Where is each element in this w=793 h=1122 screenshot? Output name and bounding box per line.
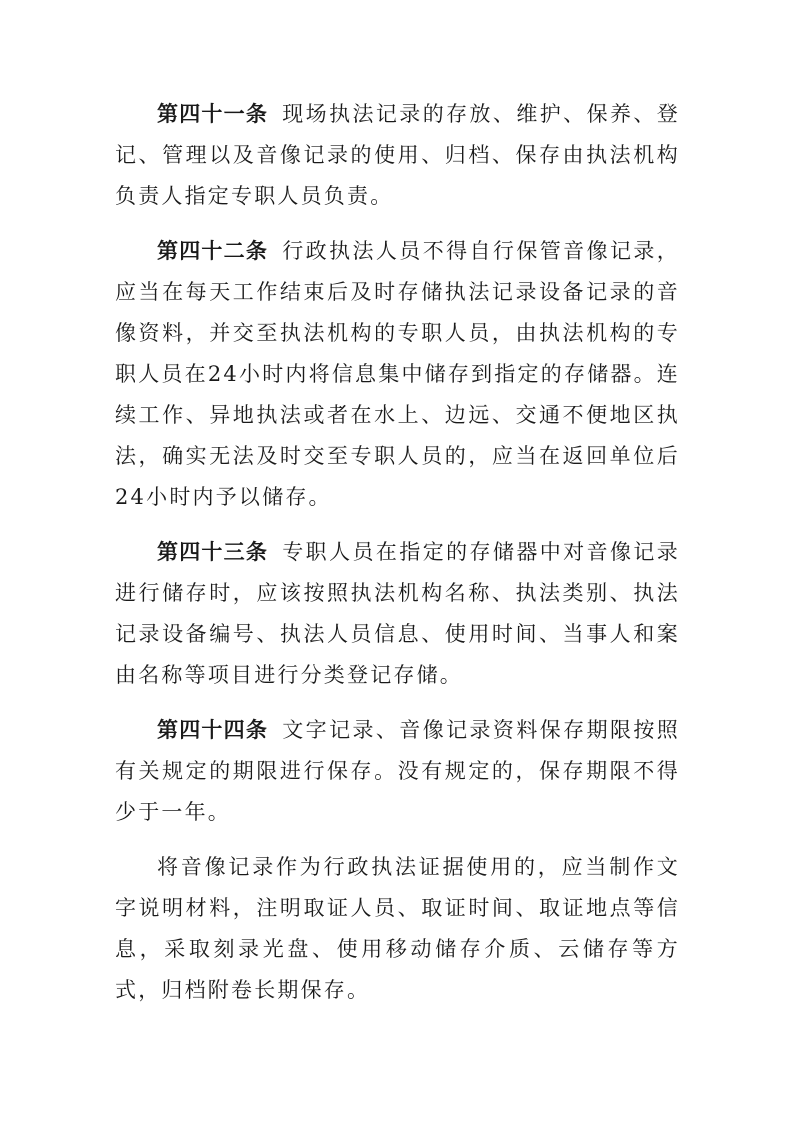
article-44-continuation: 将音像记录作为行政执法证据使用的，应当制作文字说明材料，注明取证人员、取证时间、取证地点等信息，采取刻录光盘、使用移动储存介质、云储存等方式，归档附卷长期保存。 bbox=[115, 855, 680, 1002]
document-page bbox=[115, 94, 680, 1025]
article-number: 第四十四条 bbox=[157, 718, 269, 742]
article-number: 第四十二条 bbox=[157, 239, 269, 263]
article-text: 现场执法记录的存放、维护、保养、登记、管理以及音像记录的使用、归档、保存由执法机构负责人指定专职人员负责。 bbox=[115, 102, 680, 208]
article-text: 文字记录、音像记录资料保存期限按照有关规定的期限进行保存。没有规定的，保存期限不得少于一年。 bbox=[115, 718, 680, 824]
article-43 bbox=[115, 532, 680, 696]
article-number: 第四十一条 bbox=[157, 102, 269, 126]
article-text: 行政执法人员不得自行保管音像记录，应当在每天工作结束后及时存储执法记录设备记录的音像资料，并交至执法机构的专职人员，由执法机构的专职人员在24小时内将信息集中储存到指定的存储器。连续工作、异地执法或者在水上、边远、交通不便地区执法，确实无法及时交至专职人员的，应当在返回单位后24小时内予以储存。 bbox=[115, 239, 680, 509]
article-44 bbox=[115, 710, 680, 833]
article-42 bbox=[115, 231, 680, 518]
article-number: 第四十三条 bbox=[157, 540, 269, 564]
article-text: 专职人员在指定的存储器中对音像记录进行储存时，应该按照执法机构名称、执法类别、执法记录设备编号、执法人员信息、使用时间、当事人和案由名称等项目进行分类登记存储。 bbox=[115, 540, 680, 687]
article-41 bbox=[115, 94, 680, 217]
